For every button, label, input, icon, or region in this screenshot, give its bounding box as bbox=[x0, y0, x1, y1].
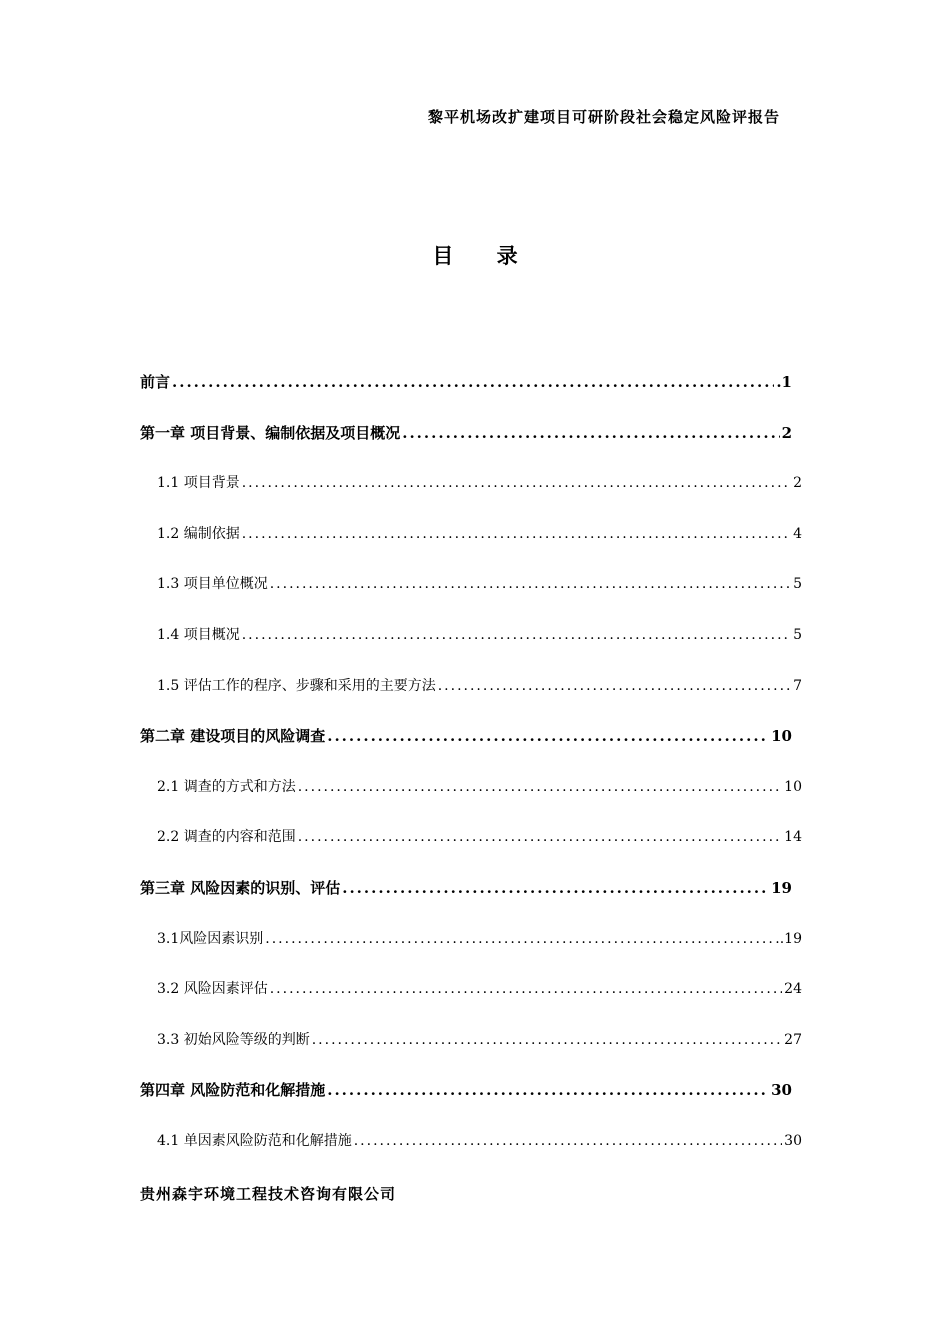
toc-entry-page: .1 bbox=[776, 373, 792, 391]
toc-entry-label: 3.3 初始风险等级的判断 bbox=[157, 1031, 310, 1048]
toc-entry[interactable] bbox=[140, 674, 802, 698]
toc-entry[interactable] bbox=[140, 825, 802, 849]
toc-entry[interactable] bbox=[140, 1129, 802, 1153]
toc-entry-label: 2.1 调查的方式和方法 bbox=[157, 778, 296, 795]
page-footer: 贵州森宇环境工程技术咨询有限公司 bbox=[140, 1185, 397, 1203]
toc-entry[interactable] bbox=[140, 724, 792, 748]
toc-entry[interactable] bbox=[140, 977, 802, 1001]
toc-leader-dots bbox=[265, 927, 773, 951]
toc-leader-dots bbox=[342, 876, 769, 900]
toc-entry-label: 2.2 调查的内容和范围 bbox=[157, 829, 296, 846]
toc-entry-label: 4.1 单因素风险防范和化解措施 bbox=[157, 1133, 352, 1149]
toc-entry-page: 10 bbox=[771, 727, 792, 746]
toc-entry[interactable] bbox=[140, 876, 792, 900]
toc-entry[interactable] bbox=[140, 623, 802, 647]
toc-leader-dots bbox=[298, 825, 782, 849]
toc-leader-dots bbox=[354, 1129, 782, 1153]
toc-entry-label: 1.2 编制依据 bbox=[157, 525, 240, 542]
toc-leader-dots bbox=[327, 1078, 769, 1102]
toc-entry[interactable] bbox=[140, 471, 802, 495]
toc-entry-page: 19 bbox=[771, 879, 792, 897]
toc-entry-label: 3.1风险因素识别 bbox=[157, 930, 264, 947]
toc-entry-label: 1.4 项目概况 bbox=[157, 627, 240, 643]
toc-leader-dots bbox=[242, 623, 791, 647]
toc-leader-dots bbox=[242, 471, 791, 495]
toc-entry-label: 第四章 风险防范和化解措施 bbox=[140, 1081, 326, 1100]
toc-title: 目 录 bbox=[432, 243, 536, 268]
toc-entry-page: 4 bbox=[793, 525, 802, 542]
toc-entry[interactable] bbox=[140, 421, 792, 445]
toc-entry-page: 30 bbox=[784, 1133, 802, 1149]
toc-leader-dots bbox=[270, 572, 791, 596]
toc-entry-page: 24 bbox=[784, 981, 802, 998]
toc-entry[interactable] bbox=[140, 370, 792, 394]
toc-entry-label: 第二章 建设项目的风险调查 bbox=[140, 727, 326, 746]
toc-entry[interactable] bbox=[140, 1078, 792, 1102]
toc-entry-label: 第三章 风险因素的识别、评估 bbox=[140, 879, 341, 897]
toc-entry[interactable] bbox=[140, 1028, 802, 1052]
toc-leader-dots bbox=[172, 370, 774, 394]
toc-entry-page: 2 bbox=[781, 423, 792, 442]
toc-entry-label: 1.5 评估工作的程序、步骤和采用的主要方法 bbox=[157, 677, 436, 694]
toc-leader-dots bbox=[438, 674, 791, 698]
toc-entry-label: 1.1 项目背景 bbox=[157, 475, 240, 492]
page-header: 黎平机场改扩建项目可研阶段社会稳定风险评报告 bbox=[427, 108, 780, 126]
toc-entry-label: 第一章 项目背景、编制依据及项目概况 bbox=[140, 423, 401, 442]
toc-leader-dots bbox=[402, 421, 779, 445]
toc-entry-label: 前言 bbox=[140, 373, 171, 391]
toc-leader-dots bbox=[327, 724, 769, 748]
toc-leader-dots bbox=[298, 775, 782, 799]
toc-entry-page: 10 bbox=[784, 778, 802, 795]
toc-entry-page: 5 bbox=[793, 576, 802, 593]
toc-entry[interactable] bbox=[140, 522, 802, 546]
toc-entry-label: 1.3 项目单位概况 bbox=[157, 576, 268, 593]
toc-entry[interactable] bbox=[140, 572, 802, 596]
toc-entry[interactable] bbox=[140, 927, 802, 951]
toc-entry-page: 27 bbox=[784, 1031, 802, 1048]
toc-entry-page: 5 bbox=[793, 627, 802, 643]
toc-leader-dots bbox=[270, 977, 782, 1001]
toc-leader-dots bbox=[312, 1028, 782, 1052]
toc-entry-page: 30 bbox=[771, 1081, 792, 1100]
toc-entry-page: 7 bbox=[793, 677, 802, 694]
toc-entry-label: 3.2 风险因素评估 bbox=[157, 981, 268, 998]
toc-entry[interactable] bbox=[140, 775, 802, 799]
toc-entry-page: ..19 bbox=[775, 930, 802, 947]
toc-leader-dots bbox=[242, 522, 791, 546]
toc-entry-page: 14 bbox=[784, 829, 802, 846]
toc-entry-page: 2 bbox=[793, 475, 802, 492]
